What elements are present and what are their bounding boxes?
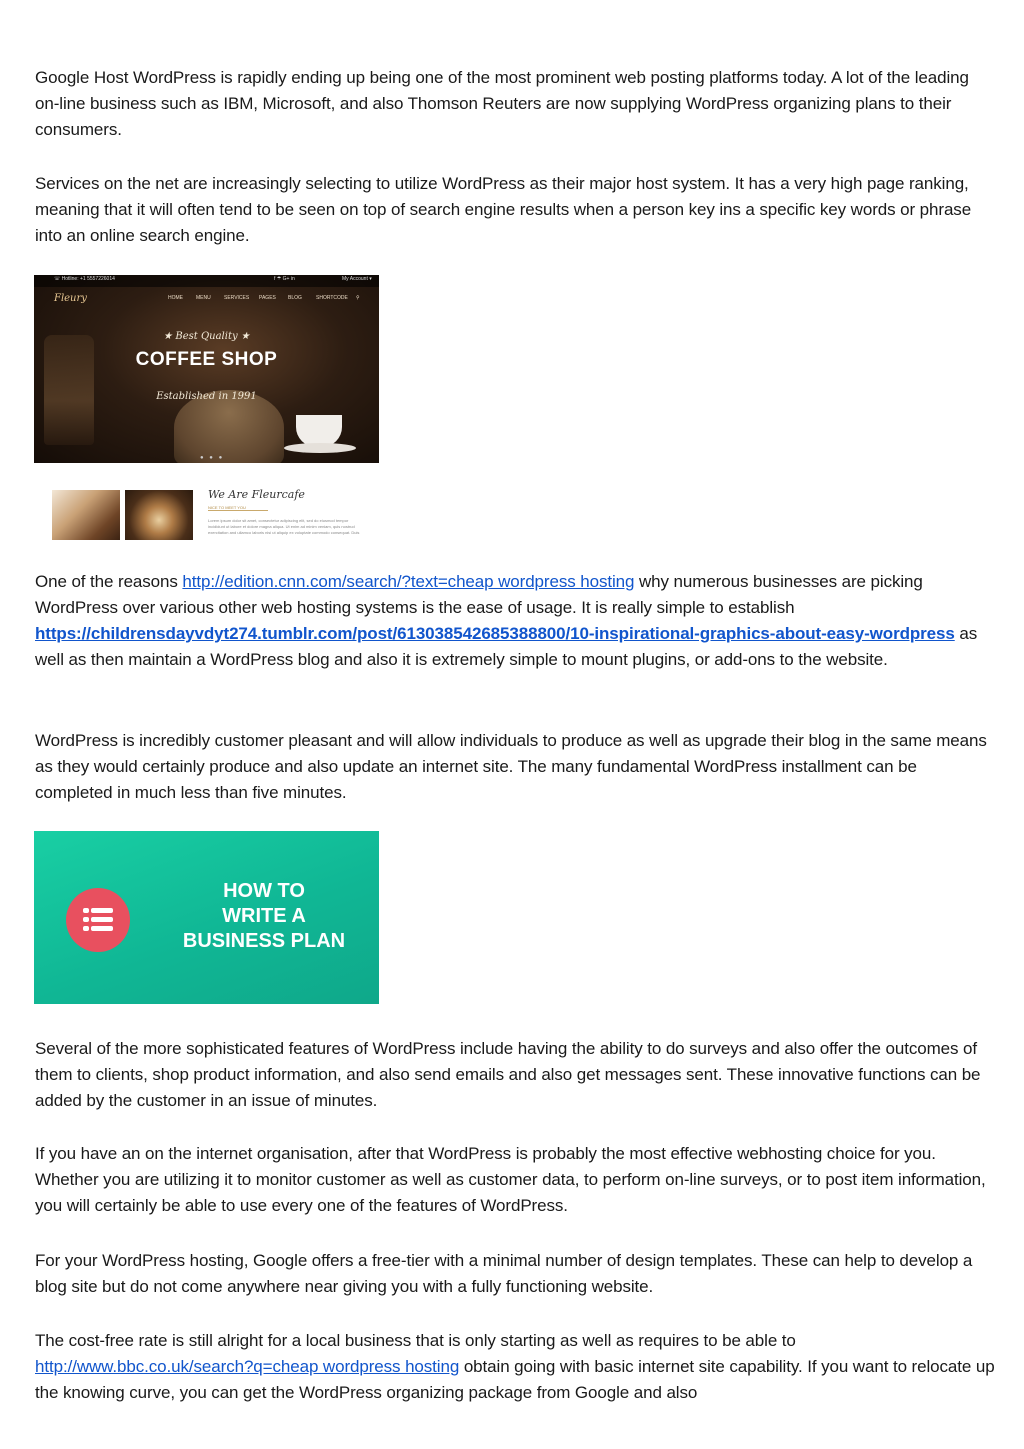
coffee-menu-item: PAGES [259, 295, 276, 301]
paragraph-cost-free [35, 1328, 995, 1406]
paragraph-intro: Google Host WordPress is rapidly ending up being one of the most prominent web posting platforms today. A lot of the leading on-line business such as IBM, Microsoft, and also Thomson Reuters are now supplying WordPress organizing plans to their consumers. [35, 68, 969, 139]
coffee-menu-item: MENU [196, 295, 211, 301]
paragraph-services: Services on the net are increasingly selecting to utilize WordPress as their major host system. It has a very high page ranking, meaning that it will often tend to be seen on top of search engine results when a person key ins a specific key words or phrase into an online search engine. [35, 174, 972, 245]
coffee-search-icon: ⚲ [356, 295, 360, 301]
strip-title: We Are Fleurcafe [208, 488, 305, 501]
paragraph-customer-pleasant: WordPress is incredibly customer pleasant and will allow individuals to produce as well as upgrade their blog in the same means as they would certainly produce and also update an internet site. The many fundamental WordPress installment can be completed in much less than five minutes. [35, 731, 987, 802]
coffee-established: Established in 1991 [156, 391, 257, 402]
list-icon [66, 888, 130, 952]
latte-art-photo [125, 490, 193, 540]
coffee-menu-item: SHORTCODE [316, 295, 348, 301]
coffee-about-strip [52, 488, 372, 540]
cost-free-text-after: obtain going with basic internet site capability. If you want to relocate up the knowing curve, you can get the WordPress organizing package from Google and also [35, 1357, 995, 1402]
coffee-topbar [34, 275, 379, 287]
paragraph-free-tier: For your WordPress hosting, Google offers a free-tier with a minimal number of design templates. These can help to develop a blog site but do not come anywhere near giving you with a fully functioning website. [35, 1251, 973, 1296]
paragraph-features: Several of the more sophisticated features of WordPress include having the ability to do surveys and also offer the outcomes of them to clients, shop product information, and also send emails and also get messages sent. These innovative functions can be added by the customer in an issue of minutes. [35, 1039, 981, 1110]
coffee-account: My Account ▾ [342, 276, 372, 282]
coffee-shop-image [34, 275, 379, 463]
coffee-shop-title: COFFEE SHOP [135, 349, 278, 370]
strip-divider [208, 510, 268, 511]
strip-subtitle: NICE TO MEET YOU [208, 505, 246, 510]
bbc-search-link[interactable]: http://www.bbc.co.uk/search?q=cheap wordpress hosting [35, 1357, 460, 1376]
coffee-menu-item: BLOG [288, 295, 302, 301]
coffee-social-icons: f ☂ G+ in [274, 276, 295, 282]
coffee-phone: ☏ Hotline: +1 5557226014 [54, 276, 115, 282]
reasons-text-before: One of the reasons [35, 572, 183, 591]
coffee-logo: Fleury [54, 293, 87, 304]
paragraph-reasons [35, 569, 995, 673]
coffee-menu [34, 295, 379, 307]
strip-lorem: Lorem ipsum dolor sit amet, consectetur adipiscing elit, sed do eiusmod tempor incididunt ut labore et dolore magna aliqua. Ut enim ad minim veniam, quis nostrud exercitation and ullamco laboris nisi ut aliquip ex voluptate commodo consequat. Duis [208, 518, 360, 535]
business-plan-heading: HOW TO WRITE A BUSINESS PLAN [182, 880, 346, 952]
cost-free-text-before: The cost-free rate is still alright for a local business that is only starting as well as requires to be able to [35, 1331, 796, 1350]
coffee-menu-item: HOME [168, 295, 183, 301]
coffee-best-quality: ★ Best Quality ★ [163, 331, 250, 342]
paragraph-online-organisation: If you have an on the internet organisation, after that WordPress is probably the most effective webhosting choice for you. Whether you are utilizing it to monitor customer as well as customer data, to perform on-line surveys, or to post item information, you will certainly be able to use every one of the features of WordPress. [35, 1144, 986, 1215]
coffee-menu-item: SERVICES [224, 295, 250, 301]
business-plan-image [34, 831, 379, 1004]
reasons-text-after: as well as then maintain a WordPress blog and also it is extremely simple to mount plugins, or add-ons to the website. [35, 624, 978, 669]
slider-dots: ● ● ● [200, 455, 225, 461]
reasons-text-middle: why numerous businesses are picking WordPress over various other web hosting systems is the ease of usage. It is really simple to establish [35, 572, 923, 617]
cnn-search-link[interactable]: http://edition.cnn.com/search/?text=cheap wordpress hosting [182, 572, 635, 591]
tumblr-post-link[interactable]: https://childrensdayvdyt274.tumblr.com/post/613038542685388800/10-inspirational-graphics-about-easy-wordpress [35, 624, 955, 643]
coffee-pour-photo [52, 490, 120, 540]
coffee-saucer [284, 443, 356, 453]
